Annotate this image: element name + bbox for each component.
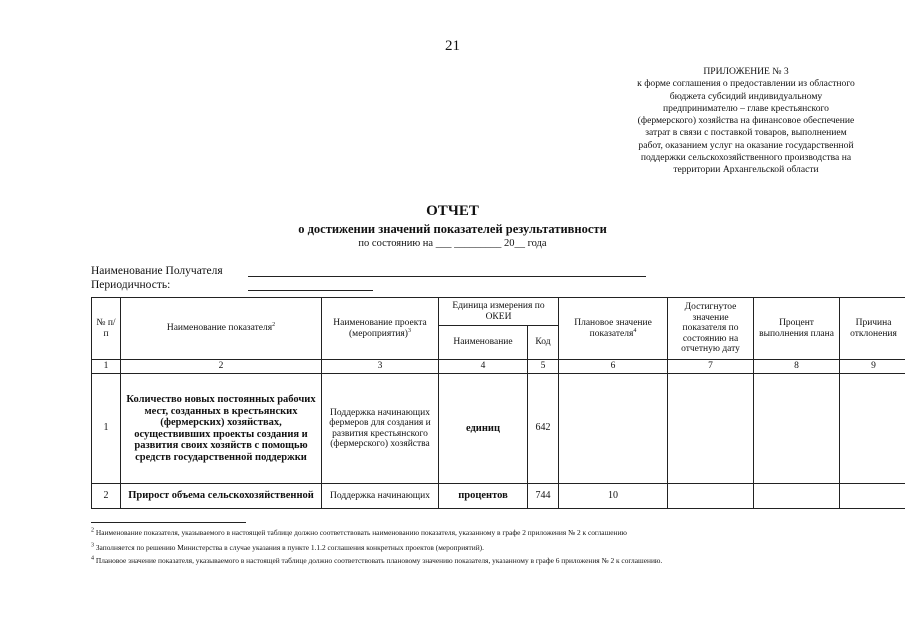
column-number: 2: [121, 360, 322, 374]
report-subtitle: о достижении значений показателей результативности: [298, 222, 607, 236]
cell-achieved: [668, 484, 754, 509]
cell-project: Поддержка начинающих фермеров для создания и развития крестьянского (фермерского) хозяйства: [322, 374, 439, 484]
table-row: [92, 484, 905, 509]
cell-reason: [840, 374, 905, 484]
report-as-of-date: по состоянию на ___ _________ 20__ года: [358, 238, 547, 249]
column-number: 5: [528, 360, 559, 374]
report-title: ОТЧЕТ: [426, 203, 479, 219]
recipient-field[interactable]: [248, 276, 646, 277]
header-indicator: Наименование показателя$^2$: [121, 298, 322, 360]
appendix-line: предпринимателю – главе крестьянского: [663, 102, 829, 114]
footnote-3: $^3$ Заполняется по решению Министерства в случае указания в пункте 1.1.2 соглашения конкретных проектов (мероприятий).: [91, 542, 484, 552]
recipient-label: Наименование Получателя: [91, 265, 223, 277]
header-plan: Плановое значение показателя$^4$: [559, 298, 668, 360]
cell-percent: [754, 374, 840, 484]
header-achieved: Достигнутое значение показателя по состоянию на отчетную дату: [668, 298, 754, 360]
cell-unit-code: 744: [528, 484, 559, 509]
appendix-line: затрат в связи с поставкой товаров, выполнением: [645, 127, 847, 139]
header-reason: Причина отклонения: [840, 298, 905, 360]
header-project: Наименование проекта (мероприятия)$^3$: [322, 298, 439, 360]
appendix-line: бюджета субсидий индивидуальному: [669, 90, 823, 102]
appendix-line: (фермерского) хозяйства на финансовое обеспечение: [637, 115, 855, 127]
cell-plan: 10: [559, 484, 668, 509]
page-number: 21: [445, 38, 460, 54]
footnote-divider: [91, 522, 246, 523]
column-number: 7: [668, 360, 754, 374]
periodicity-label: Периодичность:: [91, 279, 171, 291]
footnote-2: $^2$ Наименование показателя, указываемого в настоящей таблице должно соответствовать наименованию показателя, указанному в графе 2 приложения № 2 к соглашению: [91, 527, 627, 537]
periodicity-field[interactable]: [248, 290, 373, 291]
cell-achieved: [668, 374, 754, 484]
cell-plan: [559, 374, 668, 484]
cell-unit-name: процентов: [439, 484, 528, 509]
report-table: [91, 297, 905, 509]
table-row: [92, 374, 905, 484]
appendix-line: территории Архангельской области: [673, 164, 819, 176]
column-number: 8: [754, 360, 840, 374]
column-number: 6: [559, 360, 668, 374]
appendix-block: [596, 66, 896, 177]
cell-reason: [840, 484, 905, 509]
header-percent: Процент выполнения плана: [754, 298, 840, 360]
cell-indicator: Прирост объема сельскохозяйственной: [121, 484, 322, 509]
cell-percent: [754, 484, 840, 509]
cell-project: Поддержка начинающих: [322, 484, 439, 509]
header-unit-group: Единица измерения по ОКЕИ: [439, 298, 559, 326]
column-number: 4: [439, 360, 528, 374]
footnote-4: $^4$ Плановое значение показателя, указываемого в настоящей таблице должно соответствовать плановому значению показателя, указанному в графе 6 приложения № 2 к соглашению.: [91, 555, 663, 565]
cell-unit-code: 642: [528, 374, 559, 484]
column-number: 1: [92, 360, 121, 374]
cell-num: 2: [92, 484, 121, 509]
appendix-title: ПРИЛОЖЕНИЕ № 3: [703, 66, 789, 77]
cell-num: 1: [92, 374, 121, 484]
column-number: 3: [322, 360, 439, 374]
cell-indicator: Количество новых постоянных рабочих мест, созданных в крестьянских (фермерских) хозяйствах, осуществивших проекты создания и развития своих хозяйств с помощью средств государственной поддержки: [121, 374, 322, 484]
cell-unit-name: единиц: [439, 374, 528, 484]
header-unit-name: Наименование: [439, 326, 528, 360]
appendix-line: поддержки сельскохозяйственного производства на: [640, 152, 852, 164]
appendix-line: работ, оказанием услуг на оказание государственной: [638, 139, 854, 151]
appendix-line: к форме соглашения о предоставлении из областного: [637, 78, 855, 90]
column-number: 9: [840, 360, 905, 374]
header-num: № п/п: [92, 298, 121, 360]
header-unit-code: Код: [528, 326, 559, 360]
